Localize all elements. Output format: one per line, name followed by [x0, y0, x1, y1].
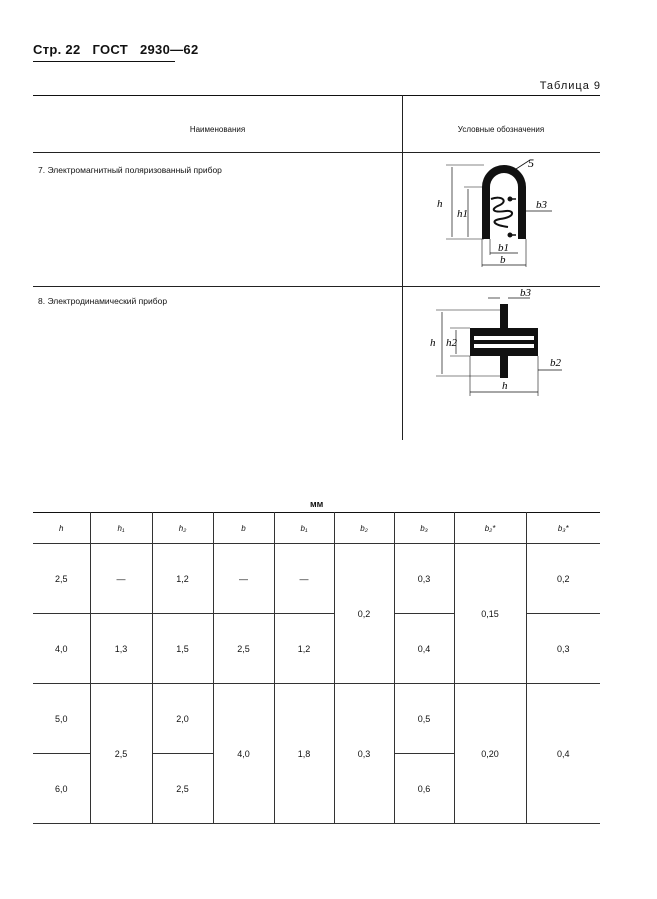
- cell-h1: 1,3: [90, 614, 152, 684]
- dim-b3-label: b3: [520, 287, 531, 299]
- page-header: [33, 42, 210, 57]
- dim-b2-label: b2: [550, 357, 561, 369]
- dim-b3-label: b3: [536, 199, 547, 211]
- cell-b: 4,0: [213, 684, 274, 824]
- header-b1: b₁: [274, 513, 334, 544]
- dim-b1-label: b1: [498, 242, 509, 254]
- cell-h1: —: [90, 544, 152, 614]
- cell-b2-star: 0,15: [454, 544, 526, 684]
- cell-b3: 0,3: [394, 544, 454, 614]
- cell-h2: 1,5: [152, 614, 213, 684]
- cell-b1: —: [274, 544, 334, 614]
- page-number: Стр. 22: [33, 42, 81, 57]
- col-header-name: Наименования: [189, 125, 246, 134]
- top-table-top-rule: [33, 95, 600, 96]
- cell-h2: 1,2: [152, 544, 213, 614]
- header-b3-star: b₃*: [526, 513, 600, 544]
- dim-width-label: h: [502, 380, 508, 392]
- top-table-column-rule: [402, 95, 403, 440]
- standard-number: 2930—62: [140, 42, 199, 57]
- standard-name: ГОСТ: [92, 42, 128, 57]
- header-b2: b₂: [334, 513, 394, 544]
- cell-b3: 0,6: [394, 754, 454, 824]
- row-name-8: 8. Электродинамический прибор: [38, 296, 168, 306]
- cell-h2: 2,0: [152, 684, 213, 754]
- table-number: Таблица 9: [539, 80, 601, 92]
- cell-b3: 0,5: [394, 684, 454, 754]
- cell-h: 2,5: [33, 544, 90, 614]
- header-h2: h₂: [152, 513, 213, 544]
- table-header-row: [33, 513, 600, 544]
- coil-icon: [491, 198, 512, 227]
- header-h1: h₁: [90, 513, 152, 544]
- cell-h1: 2,5: [90, 684, 152, 824]
- cell-h: 6,0: [33, 754, 90, 824]
- dim-h2-label: h2: [446, 337, 457, 349]
- cell-b2: 0,3: [334, 684, 394, 824]
- table-row: [33, 544, 600, 614]
- table-row: [33, 684, 600, 754]
- row-name-7: 7. Электромагнитный поляризованный прибор: [38, 165, 222, 175]
- coil-gap-bottom: [474, 344, 534, 348]
- dim-h1-label: h1: [457, 208, 468, 220]
- header-b2-star: b₂*: [454, 513, 526, 544]
- header-b: b: [213, 513, 274, 544]
- dimensions-table: [33, 512, 600, 824]
- col-header-symbol: Условные обозначения: [457, 125, 545, 134]
- coil-gap-top: [474, 336, 534, 340]
- header-rule: [33, 61, 175, 62]
- units-label: мм: [310, 499, 324, 509]
- cell-h: 5,0: [33, 684, 90, 754]
- cell-b2-star: 0,20: [454, 684, 526, 824]
- dim-b-label: b: [500, 254, 506, 266]
- cell-b1: 1,8: [274, 684, 334, 824]
- symbol-polarized-device: [430, 155, 560, 273]
- cell-b3-star: 0,2: [526, 544, 600, 614]
- callout-number: 5: [528, 156, 534, 170]
- cell-b3-star: 0,3: [526, 614, 600, 684]
- coil-block: [470, 328, 538, 356]
- cell-b3-star: 0,4: [526, 684, 600, 824]
- cell-h2: 2,5: [152, 754, 213, 824]
- top-table-header-rule: [33, 152, 600, 153]
- cell-b2: 0,2: [334, 544, 394, 684]
- cell-b: —: [213, 544, 274, 614]
- dim-h-label: h: [437, 198, 443, 210]
- cell-b3: 0,4: [394, 614, 454, 684]
- cell-h: 4,0: [33, 614, 90, 684]
- cell-b: 2,5: [213, 614, 274, 684]
- dim-h-label: h: [430, 337, 436, 349]
- cell-b1: 1,2: [274, 614, 334, 684]
- header-h: h: [33, 513, 90, 544]
- header-b3: b₃: [394, 513, 454, 544]
- symbol-electrodynamic-device: [430, 286, 570, 398]
